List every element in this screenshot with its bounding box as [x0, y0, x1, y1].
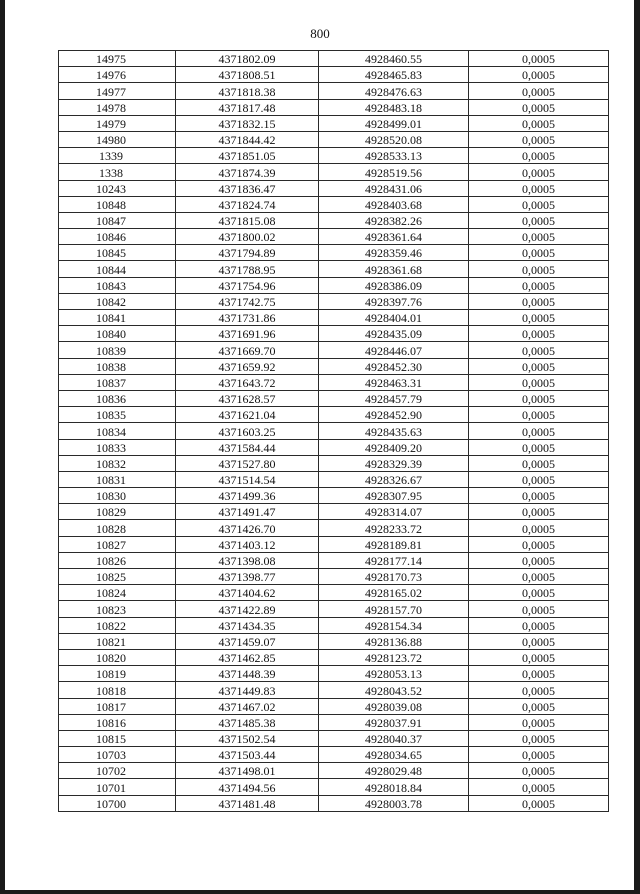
value-cell: 0,0005: [469, 569, 609, 585]
x-coordinate-cell: 4371448.39: [176, 666, 319, 682]
table-row: [59, 212, 609, 228]
x-coordinate-cell: 4371502.54: [176, 730, 319, 746]
point-id-cell: 10830: [59, 488, 176, 504]
table-row: [59, 310, 609, 326]
x-coordinate-cell: 4371659.92: [176, 358, 319, 374]
point-id-cell: 10843: [59, 277, 176, 293]
point-id-cell: 14980: [59, 131, 176, 147]
value-cell: 0,0005: [469, 471, 609, 487]
value-cell: 0,0005: [469, 601, 609, 617]
x-coordinate-cell: 4371754.96: [176, 277, 319, 293]
value-cell: 0,0005: [469, 67, 609, 83]
y-coordinate-cell: 4928361.64: [319, 229, 469, 245]
table-row: [59, 682, 609, 698]
y-coordinate-cell: 4928452.90: [319, 407, 469, 423]
table-row: [59, 520, 609, 536]
point-id-cell: 10823: [59, 601, 176, 617]
point-id-cell: 10829: [59, 504, 176, 520]
point-id-cell: 14976: [59, 67, 176, 83]
y-coordinate-cell: 4928329.39: [319, 455, 469, 471]
value-cell: 0,0005: [469, 504, 609, 520]
point-id-cell: 10841: [59, 310, 176, 326]
point-id-cell: 14977: [59, 83, 176, 99]
table-row: [59, 536, 609, 552]
point-id-cell: 1338: [59, 164, 176, 180]
value-cell: 0,0005: [469, 164, 609, 180]
x-coordinate-cell: 4371817.48: [176, 99, 319, 115]
table-row: [59, 585, 609, 601]
point-id-cell: 10822: [59, 617, 176, 633]
table-row: [59, 326, 609, 342]
value-cell: 0,0005: [469, 488, 609, 504]
x-coordinate-cell: 4371514.54: [176, 471, 319, 487]
table-row: [59, 293, 609, 309]
y-coordinate-cell: 4928123.72: [319, 649, 469, 665]
point-id-cell: 10818: [59, 682, 176, 698]
table-row: [59, 471, 609, 487]
point-id-cell: 14978: [59, 99, 176, 115]
table-row: [59, 83, 609, 99]
y-coordinate-cell: 4928382.26: [319, 212, 469, 228]
table-row: [59, 488, 609, 504]
point-id-cell: 10831: [59, 471, 176, 487]
y-coordinate-cell: 4928533.13: [319, 148, 469, 164]
table-row: [59, 407, 609, 423]
x-coordinate-cell: 4371462.85: [176, 649, 319, 665]
y-coordinate-cell: 4928157.70: [319, 601, 469, 617]
point-id-cell: 10702: [59, 763, 176, 779]
x-coordinate-cell: 4371499.36: [176, 488, 319, 504]
value-cell: 0,0005: [469, 115, 609, 131]
table-row: [59, 180, 609, 196]
point-id-cell: 10835: [59, 407, 176, 423]
point-id-cell: 10820: [59, 649, 176, 665]
value-cell: 0,0005: [469, 326, 609, 342]
y-coordinate-cell: 4928170.73: [319, 569, 469, 585]
point-id-cell: 10845: [59, 245, 176, 261]
y-coordinate-cell: 4928499.01: [319, 115, 469, 131]
y-coordinate-cell: 4928326.67: [319, 471, 469, 487]
table-row: [59, 569, 609, 585]
x-coordinate-cell: 4371481.48: [176, 795, 319, 811]
x-coordinate-cell: 4371449.83: [176, 682, 319, 698]
y-coordinate-cell: 4928154.34: [319, 617, 469, 633]
point-id-cell: 1339: [59, 148, 176, 164]
point-id-cell: 10844: [59, 261, 176, 277]
y-coordinate-cell: 4928043.52: [319, 682, 469, 698]
value-cell: 0,0005: [469, 714, 609, 730]
y-coordinate-cell: 4928034.65: [319, 747, 469, 763]
point-id-cell: 10848: [59, 196, 176, 212]
x-coordinate-cell: 4371398.08: [176, 552, 319, 568]
value-cell: 0,0005: [469, 51, 609, 67]
table-row: [59, 229, 609, 245]
x-coordinate-cell: 4371491.47: [176, 504, 319, 520]
table-row: [59, 730, 609, 746]
value-cell: 0,0005: [469, 633, 609, 649]
table-row: [59, 390, 609, 406]
value-cell: 0,0005: [469, 99, 609, 115]
value-cell: 0,0005: [469, 747, 609, 763]
value-cell: 0,0005: [469, 180, 609, 196]
table-row: [59, 649, 609, 665]
x-coordinate-cell: 4371621.04: [176, 407, 319, 423]
point-id-cell: 10824: [59, 585, 176, 601]
point-id-cell: 10826: [59, 552, 176, 568]
value-cell: 0,0005: [469, 666, 609, 682]
y-coordinate-cell: 4928404.01: [319, 310, 469, 326]
value-cell: 0,0005: [469, 83, 609, 99]
x-coordinate-cell: 4371874.39: [176, 164, 319, 180]
value-cell: 0,0005: [469, 131, 609, 147]
x-coordinate-cell: 4371802.09: [176, 51, 319, 67]
value-cell: 0,0005: [469, 423, 609, 439]
table-row: [59, 714, 609, 730]
y-coordinate-cell: 4928029.48: [319, 763, 469, 779]
table-row: [59, 698, 609, 714]
x-coordinate-cell: 4371808.51: [176, 67, 319, 83]
value-cell: 0,0005: [469, 617, 609, 633]
y-coordinate-cell: 4928039.08: [319, 698, 469, 714]
value-cell: 0,0005: [469, 682, 609, 698]
point-id-cell: 10847: [59, 212, 176, 228]
y-coordinate-cell: 4928409.20: [319, 439, 469, 455]
table-row: [59, 455, 609, 471]
y-coordinate-cell: 4928397.76: [319, 293, 469, 309]
point-id-cell: 10842: [59, 293, 176, 309]
y-coordinate-cell: 4928040.37: [319, 730, 469, 746]
x-coordinate-cell: 4371669.70: [176, 342, 319, 358]
value-cell: 0,0005: [469, 229, 609, 245]
y-coordinate-cell: 4928460.55: [319, 51, 469, 67]
value-cell: 0,0005: [469, 649, 609, 665]
value-cell: 0,0005: [469, 293, 609, 309]
table-row: [59, 601, 609, 617]
table-row: [59, 747, 609, 763]
value-cell: 0,0005: [469, 439, 609, 455]
y-coordinate-cell: 4928361.68: [319, 261, 469, 277]
table-row: [59, 374, 609, 390]
table-row: [59, 51, 609, 67]
x-coordinate-cell: 4371527.80: [176, 455, 319, 471]
value-cell: 0,0005: [469, 779, 609, 795]
point-id-cell: 10838: [59, 358, 176, 374]
point-id-cell: 10243: [59, 180, 176, 196]
table-row: [59, 99, 609, 115]
x-coordinate-cell: 4371742.75: [176, 293, 319, 309]
point-id-cell: 14975: [59, 51, 176, 67]
y-coordinate-cell: 4928457.79: [319, 390, 469, 406]
y-coordinate-cell: 4928431.06: [319, 180, 469, 196]
y-coordinate-cell: 4928465.83: [319, 67, 469, 83]
x-coordinate-cell: 4371503.44: [176, 747, 319, 763]
table-row: [59, 423, 609, 439]
x-coordinate-cell: 4371691.96: [176, 326, 319, 342]
value-cell: 0,0005: [469, 310, 609, 326]
point-id-cell: 10701: [59, 779, 176, 795]
point-id-cell: 10816: [59, 714, 176, 730]
table-row: [59, 795, 609, 811]
y-coordinate-cell: 4928003.78: [319, 795, 469, 811]
page-number: 800: [310, 26, 330, 41]
value-cell: 0,0005: [469, 585, 609, 601]
value-cell: 0,0005: [469, 212, 609, 228]
x-coordinate-cell: 4371628.57: [176, 390, 319, 406]
table-row: [59, 164, 609, 180]
table-row: [59, 617, 609, 633]
y-coordinate-cell: 4928165.02: [319, 585, 469, 601]
coordinates-table-body: [59, 51, 609, 812]
table-row: [59, 439, 609, 455]
point-id-cell: 10703: [59, 747, 176, 763]
y-coordinate-cell: 4928476.63: [319, 83, 469, 99]
table-row: [59, 779, 609, 795]
table-row: [59, 633, 609, 649]
y-coordinate-cell: 4928177.14: [319, 552, 469, 568]
point-id-cell: 10834: [59, 423, 176, 439]
x-coordinate-cell: 4371494.56: [176, 779, 319, 795]
value-cell: 0,0005: [469, 374, 609, 390]
y-coordinate-cell: 4928452.30: [319, 358, 469, 374]
scan-border-right: [634, 0, 640, 894]
point-id-cell: 10828: [59, 520, 176, 536]
x-coordinate-cell: 4371794.89: [176, 245, 319, 261]
value-cell: 0,0005: [469, 520, 609, 536]
table-row: [59, 67, 609, 83]
point-id-cell: 10833: [59, 439, 176, 455]
y-coordinate-cell: 4928519.56: [319, 164, 469, 180]
table-row: [59, 342, 609, 358]
y-coordinate-cell: 4928463.31: [319, 374, 469, 390]
point-id-cell: 10700: [59, 795, 176, 811]
y-coordinate-cell: 4928483.18: [319, 99, 469, 115]
x-coordinate-cell: 4371434.35: [176, 617, 319, 633]
point-id-cell: 10837: [59, 374, 176, 390]
value-cell: 0,0005: [469, 261, 609, 277]
x-coordinate-cell: 4371788.95: [176, 261, 319, 277]
value-cell: 0,0005: [469, 536, 609, 552]
y-coordinate-cell: 4928233.72: [319, 520, 469, 536]
table-row: [59, 277, 609, 293]
x-coordinate-cell: 4371603.25: [176, 423, 319, 439]
x-coordinate-cell: 4371824.74: [176, 196, 319, 212]
value-cell: 0,0005: [469, 277, 609, 293]
x-coordinate-cell: 4371836.47: [176, 180, 319, 196]
scan-border-bottom: [0, 890, 640, 894]
y-coordinate-cell: 4928307.95: [319, 488, 469, 504]
table-row: [59, 196, 609, 212]
x-coordinate-cell: 4371403.12: [176, 536, 319, 552]
value-cell: 0,0005: [469, 455, 609, 471]
x-coordinate-cell: 4371844.42: [176, 131, 319, 147]
scan-border-left: [0, 0, 5, 894]
point-id-cell: 10832: [59, 455, 176, 471]
table-row: [59, 115, 609, 131]
point-id-cell: 10839: [59, 342, 176, 358]
value-cell: 0,0005: [469, 390, 609, 406]
table-row: [59, 148, 609, 164]
x-coordinate-cell: 4371800.02: [176, 229, 319, 245]
y-coordinate-cell: 4928403.68: [319, 196, 469, 212]
value-cell: 0,0005: [469, 148, 609, 164]
x-coordinate-cell: 4371815.08: [176, 212, 319, 228]
x-coordinate-cell: 4371404.62: [176, 585, 319, 601]
y-coordinate-cell: 4928386.09: [319, 277, 469, 293]
x-coordinate-cell: 4371498.01: [176, 763, 319, 779]
value-cell: 0,0005: [469, 552, 609, 568]
table-row: [59, 666, 609, 682]
value-cell: 0,0005: [469, 196, 609, 212]
value-cell: 0,0005: [469, 698, 609, 714]
point-id-cell: 10825: [59, 569, 176, 585]
value-cell: 0,0005: [469, 795, 609, 811]
y-coordinate-cell: 4928053.13: [319, 666, 469, 682]
point-id-cell: 10815: [59, 730, 176, 746]
y-coordinate-cell: 4928520.08: [319, 131, 469, 147]
point-id-cell: 10821: [59, 633, 176, 649]
point-id-cell: 10840: [59, 326, 176, 342]
x-coordinate-cell: 4371422.89: [176, 601, 319, 617]
table-row: [59, 245, 609, 261]
table-row: [59, 261, 609, 277]
y-coordinate-cell: 4928018.84: [319, 779, 469, 795]
y-coordinate-cell: 4928435.63: [319, 423, 469, 439]
x-coordinate-cell: 4371584.44: [176, 439, 319, 455]
point-id-cell: 10846: [59, 229, 176, 245]
table-row: [59, 552, 609, 568]
y-coordinate-cell: 4928446.07: [319, 342, 469, 358]
point-id-cell: 10819: [59, 666, 176, 682]
x-coordinate-cell: 4371851.05: [176, 148, 319, 164]
point-id-cell: 10817: [59, 698, 176, 714]
table-row: [59, 504, 609, 520]
point-id-cell: 10827: [59, 536, 176, 552]
value-cell: 0,0005: [469, 763, 609, 779]
x-coordinate-cell: 4371832.15: [176, 115, 319, 131]
x-coordinate-cell: 4371731.86: [176, 310, 319, 326]
x-coordinate-cell: 4371459.07: [176, 633, 319, 649]
table-row: [59, 358, 609, 374]
value-cell: 0,0005: [469, 245, 609, 261]
y-coordinate-cell: 4928189.81: [319, 536, 469, 552]
y-coordinate-cell: 4928136.88: [319, 633, 469, 649]
point-id-cell: 10836: [59, 390, 176, 406]
table-row: [59, 131, 609, 147]
x-coordinate-cell: 4371643.72: [176, 374, 319, 390]
y-coordinate-cell: 4928037.91: [319, 714, 469, 730]
x-coordinate-cell: 4371818.38: [176, 83, 319, 99]
value-cell: 0,0005: [469, 358, 609, 374]
point-id-cell: 14979: [59, 115, 176, 131]
table-row: [59, 763, 609, 779]
y-coordinate-cell: 4928359.46: [319, 245, 469, 261]
x-coordinate-cell: 4371485.38: [176, 714, 319, 730]
x-coordinate-cell: 4371426.70: [176, 520, 319, 536]
y-coordinate-cell: 4928435.09: [319, 326, 469, 342]
coordinates-table: [58, 50, 609, 812]
y-coordinate-cell: 4928314.07: [319, 504, 469, 520]
x-coordinate-cell: 4371467.02: [176, 698, 319, 714]
value-cell: 0,0005: [469, 342, 609, 358]
value-cell: 0,0005: [469, 407, 609, 423]
value-cell: 0,0005: [469, 730, 609, 746]
x-coordinate-cell: 4371398.77: [176, 569, 319, 585]
